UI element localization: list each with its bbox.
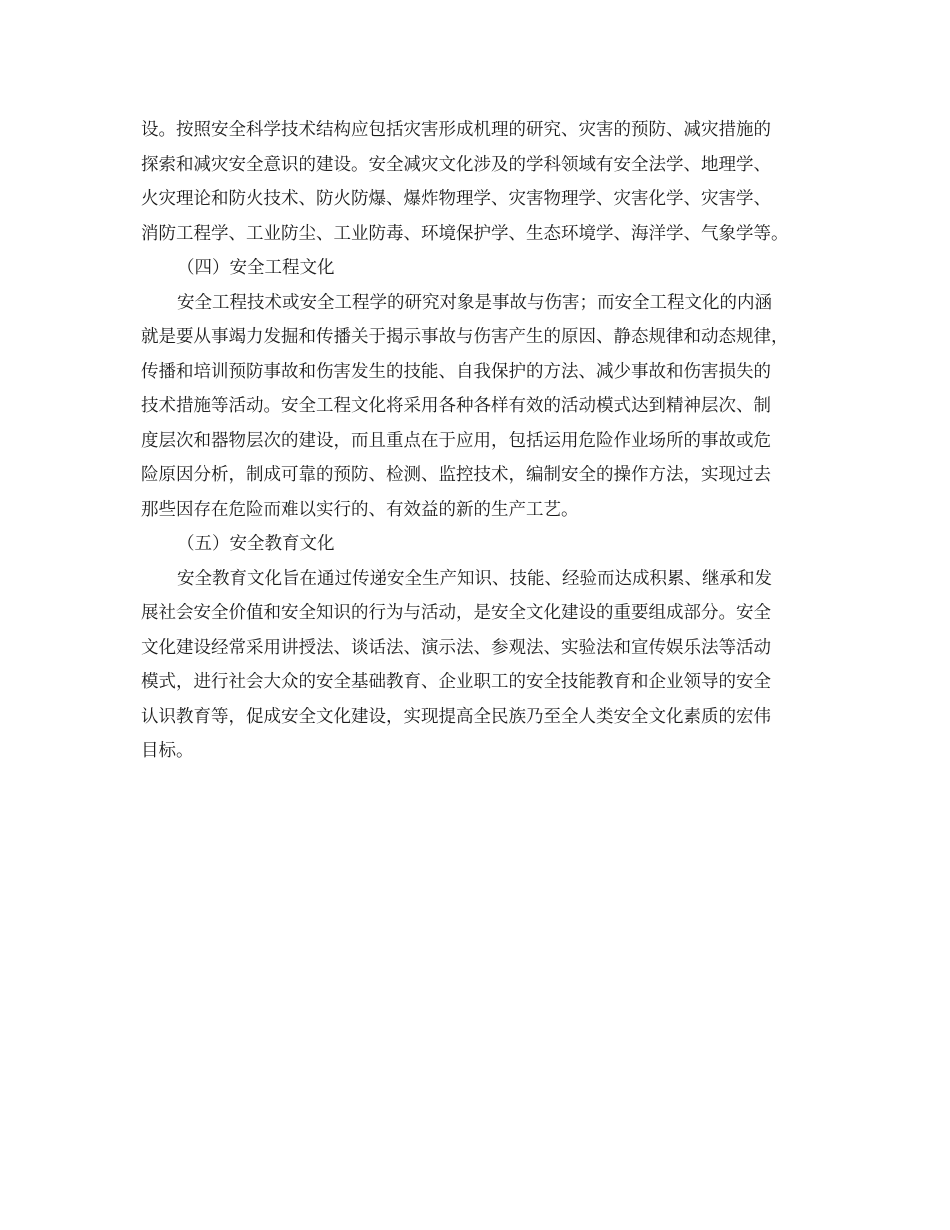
paragraph-disaster-reduction-continued <box>141 113 821 251</box>
text-line: 目标。 <box>141 741 194 761</box>
document-body <box>141 113 821 769</box>
text-line: 设。按照安全科学技术结构应包括灾害形成机理的研究、灾害的预防、减灾措施的 <box>141 120 771 140</box>
text-line: 文化建设经常采用讲授法、谈话法、演示法、参观法、实验法和宣传娱乐法等活动 <box>141 637 771 658</box>
text-line: 消防工程学、工业防尘、工业防毒、环境保护学、生态环境学、海洋学、气象学等。 <box>141 223 789 244</box>
text-line: 安全工程技术或安全工程学的研究对象是事故与伤害；而安全工程文化的内涵 <box>177 292 772 313</box>
text-line: 安全教育文化旨在通过传递安全生产知识、技能、经验而达成积累、继承和发 <box>177 568 772 589</box>
paragraph-safety-engineering-culture <box>141 286 821 528</box>
text-line: 传播和培训预防事故和伤害发生的技能、自我保护的方法、减少事故和伤害损失的 <box>141 361 771 382</box>
text-line: 技术措施等活动。安全工程文化将采用各种各样有效的活动模式达到精神层次、制 <box>141 396 771 416</box>
text-line: 那些因存在危险而难以实行的、有效益的新的生产工艺。 <box>141 499 579 520</box>
text-line: 险原因分析，制成可靠的预防、检测、监控技术，编制安全的操作方法，实现过去 <box>141 465 771 485</box>
text-line: 展社会安全价值和安全知识的行为与活动，是安全文化建设的重要组成部分。安全 <box>141 603 771 623</box>
text-line: 模式，进行社会大众的安全基础教育、企业职工的安全技能教育和企业领导的安全 <box>141 672 771 692</box>
text-line: 探索和减灾安全意识的建设。安全减灾文化涉及的学科领域有安全法学、地理学、 <box>141 154 771 175</box>
text-line: 就是要从事竭力发掘和传播关于揭示事故与伤害产生的原因、静态规律和动态规律， <box>141 327 789 347</box>
section-heading-safety-engineering-culture: （四）安全工程文化 <box>177 258 335 278</box>
text-line: 火灾理论和防火技术、防火防爆、爆炸物理学、灾害物理学、灾害化学、灾害学、 <box>141 189 771 209</box>
text-line: 度层次和器物层次的建设，而且重点在于应用，包括运用危险作业场所的事故或危 <box>141 430 771 451</box>
text-line: 认识教育等，促成安全文化建设，实现提高全民族乃至全人类安全文化素质的宏伟 <box>141 706 771 727</box>
paragraph-safety-education-culture <box>141 562 821 769</box>
section-heading-safety-education-culture: （五）安全教育文化 <box>177 534 335 554</box>
